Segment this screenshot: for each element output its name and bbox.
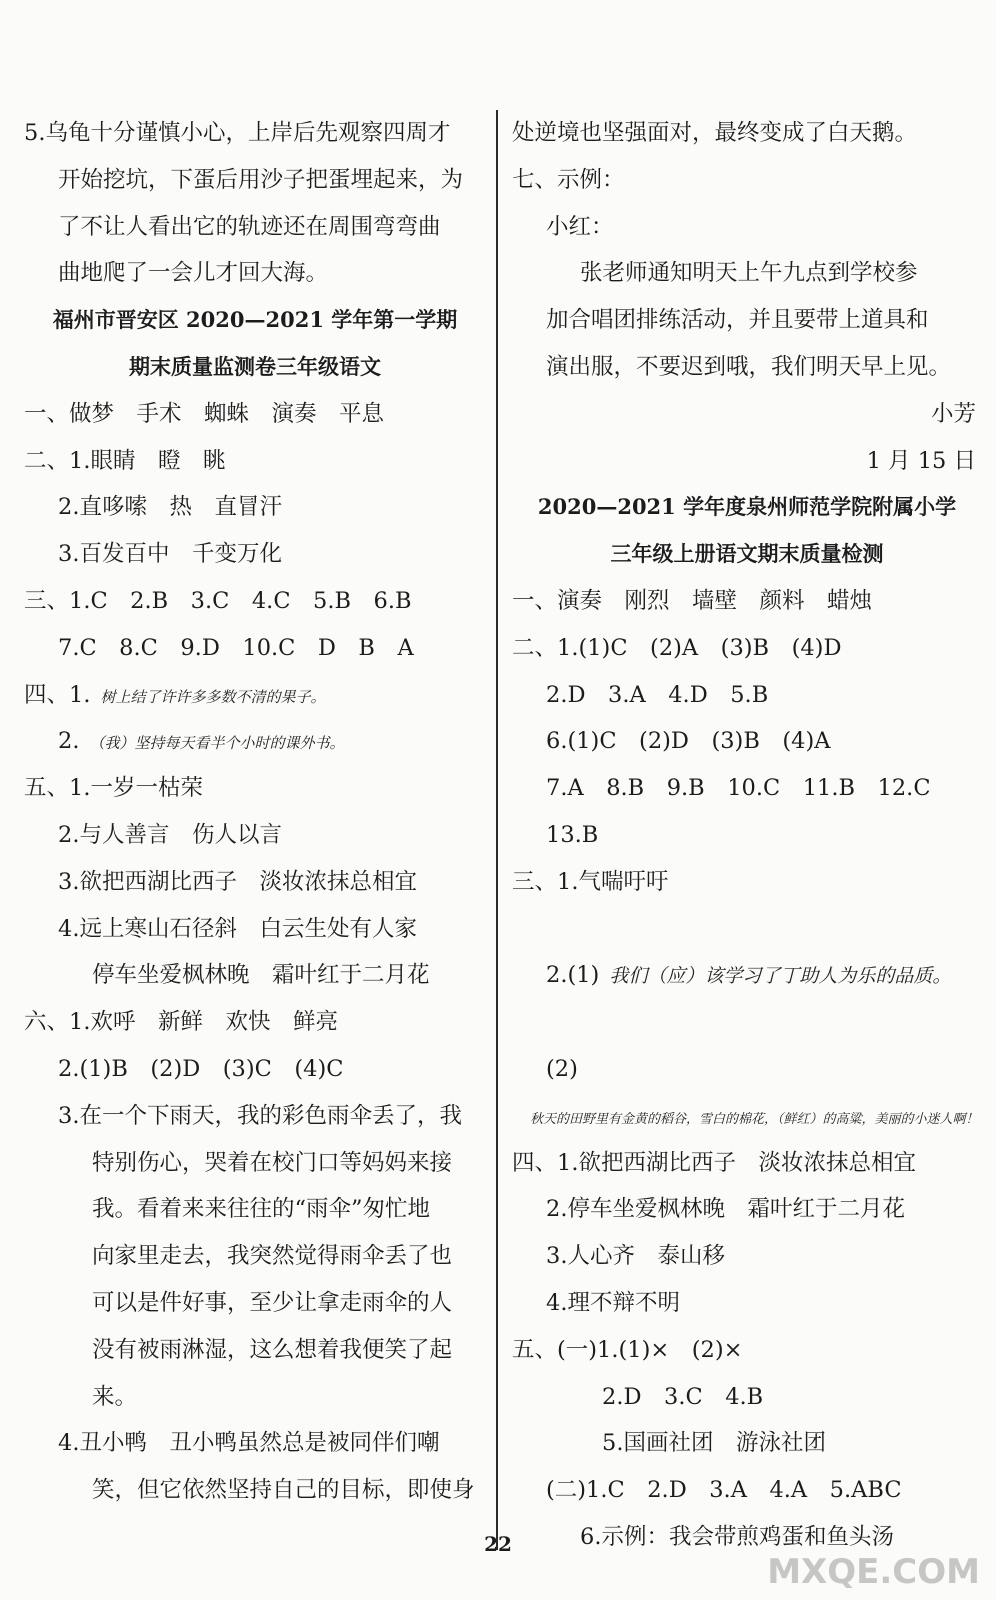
line-text: 三年级上册语文期末质量检测 bbox=[610, 541, 884, 567]
line-text: 3.百发百中 千变万化 bbox=[58, 541, 282, 568]
right-line bbox=[512, 531, 982, 578]
left-line bbox=[24, 250, 486, 297]
left-line bbox=[24, 999, 486, 1046]
left-line bbox=[24, 1327, 486, 1374]
line-text: 2.D 3.A 4.D 5.B bbox=[546, 681, 769, 708]
line-text: 加合唱团排练活动，并且要带上道具和 bbox=[546, 307, 929, 334]
line-text: 张老师通知明天上午九点到学校参 bbox=[580, 260, 918, 287]
left-line bbox=[24, 812, 486, 859]
line-text: 1 月 15 日 bbox=[866, 447, 976, 474]
left-line bbox=[24, 578, 486, 625]
right-line bbox=[512, 1233, 982, 1280]
line-text: 我。看着来来往往的“雨伞”匆忙地 bbox=[92, 1196, 431, 1223]
line-text: 5.乌龟十分谨慎小心，上岸后先观察四周才 bbox=[24, 120, 451, 146]
line-text: 2020—2021 学年度泉州师范学院附属小学 bbox=[537, 494, 957, 520]
left-line bbox=[24, 344, 486, 391]
line-text: 一、做梦 手术 蜘蛛 演奏 平息 bbox=[24, 400, 385, 427]
right-line bbox=[512, 250, 982, 297]
line-text: 处逆境也坚强面对，最终变成了白天鹅。 bbox=[512, 120, 918, 146]
left-line bbox=[24, 484, 486, 531]
right-column bbox=[512, 110, 982, 1561]
line-text: 4.理不辩不明 bbox=[546, 1289, 680, 1316]
right-line bbox=[512, 1046, 982, 1093]
left-line bbox=[24, 1280, 486, 1327]
left-line bbox=[24, 765, 486, 812]
line-text: 福州市晋安区 2020—2021 学年第一学期 bbox=[52, 307, 458, 333]
line-text: 6.示例：我会带煎鸡蛋和鱼头汤 bbox=[580, 1523, 894, 1550]
line-text: 2. bbox=[58, 728, 80, 755]
right-line bbox=[512, 906, 982, 953]
left-line bbox=[24, 1093, 486, 1140]
right-line bbox=[512, 204, 982, 251]
right-line bbox=[512, 1467, 982, 1514]
line-text: 3.欲把西湖比西子 淡妆浓抹总相宜 bbox=[58, 868, 417, 895]
line-text: 5.国画社团 游泳社团 bbox=[602, 1430, 826, 1457]
right-line bbox=[512, 952, 982, 999]
line-text: 开始挖坑，下蛋后用沙子把蛋埋起来，为 bbox=[58, 166, 464, 193]
line-text: 五、(一)1.(1)× (2)× bbox=[512, 1336, 743, 1363]
watermark: MXQE.COM bbox=[767, 1552, 980, 1592]
right-line bbox=[512, 999, 982, 1046]
right-line bbox=[512, 1186, 982, 1233]
line-text: 七、示例： bbox=[512, 166, 625, 193]
line-text: 2.(1) bbox=[546, 962, 600, 989]
line-text: 二、1.眼睛 瞪 眺 bbox=[24, 447, 226, 474]
left-line bbox=[24, 110, 486, 157]
left-line bbox=[24, 672, 486, 719]
line-text: 3.在一个下雨天，我的彩色雨伞丢了，我 bbox=[58, 1102, 462, 1129]
left-line bbox=[24, 438, 486, 485]
left-line bbox=[24, 157, 486, 204]
right-line bbox=[512, 1093, 982, 1140]
left-line bbox=[24, 718, 486, 765]
column-divider bbox=[496, 110, 498, 1550]
left-line bbox=[24, 952, 486, 999]
handwritten-answer: 树上结了许许多多数不清的果子。 bbox=[100, 687, 326, 706]
line-text: 小红： bbox=[546, 213, 614, 240]
line-text: 7.A 8.B 9.B 10.C 11.B 12.C bbox=[546, 775, 931, 802]
right-line bbox=[512, 812, 982, 859]
left-line bbox=[24, 1140, 486, 1187]
line-text: 2.停车坐爱枫林晚 霜叶红于二月花 bbox=[546, 1196, 905, 1223]
right-line bbox=[512, 718, 982, 765]
line-text: 停车坐爱枫林晚 霜叶红于二月花 bbox=[92, 962, 430, 989]
right-line bbox=[512, 1140, 982, 1187]
line-text: 六、1.欢呼 新鲜 欢快 鲜亮 bbox=[24, 1009, 338, 1036]
right-line bbox=[512, 391, 982, 438]
right-line bbox=[512, 438, 982, 485]
left-line bbox=[24, 1467, 486, 1514]
line-text: (二)1.C 2.D 3.A 4.A 5.ABC bbox=[546, 1477, 902, 1504]
line-text: 2.(1)B (2)D (3)C (4)C bbox=[58, 1055, 344, 1082]
line-text: 2.直哆嗦 热 直冒汗 bbox=[58, 494, 282, 521]
line-text: 向家里走去，我突然觉得雨伞丢了也 bbox=[92, 1243, 453, 1270]
line-text: 可以是件好事，至少让拿走雨伞的人 bbox=[92, 1289, 453, 1316]
line-text: 13.B bbox=[546, 821, 599, 848]
right-line bbox=[512, 578, 982, 625]
right-line bbox=[512, 1280, 982, 1327]
line-text: 来。 bbox=[92, 1383, 138, 1410]
left-line bbox=[24, 906, 486, 953]
line-text: 三、1.C 2.B 3.C 4.C 5.B 6.B bbox=[24, 587, 412, 614]
line-text: 小芳 bbox=[930, 400, 976, 427]
line-text: 三、1.气喘吁吁 bbox=[512, 868, 669, 895]
left-line bbox=[24, 204, 486, 251]
line-text: 4.丑小鸭 丑小鸭虽然总是被同伴们嘲 bbox=[58, 1430, 440, 1457]
line-text: 2.与人善言 伤人以言 bbox=[58, 821, 282, 848]
right-line bbox=[512, 484, 982, 531]
line-text: 一、演奏 刚烈 墙壁 颜料 蜡烛 bbox=[512, 587, 873, 614]
right-line bbox=[512, 672, 982, 719]
left-line bbox=[24, 391, 486, 438]
left-line bbox=[24, 625, 486, 672]
line-text: 4.远上寒山石径斜 白云生处有人家 bbox=[58, 915, 417, 942]
handwritten-answer: （我）坚持每天看半个小时的课外书。 bbox=[89, 734, 345, 753]
page-number: 22 bbox=[484, 1532, 512, 1556]
right-line bbox=[512, 1420, 982, 1467]
right-line bbox=[512, 344, 982, 391]
line-text: 五、1.一岁一枯荣 bbox=[24, 775, 203, 802]
right-line bbox=[512, 625, 982, 672]
line-text: 笑，但它依然坚持自己的目标，即使身 bbox=[92, 1477, 475, 1504]
right-line bbox=[512, 157, 982, 204]
line-text: 2.D 3.C 4.B bbox=[602, 1383, 764, 1410]
line-text: 没有被雨淋湿，这么想着我便笑了起 bbox=[92, 1336, 453, 1363]
left-line bbox=[24, 531, 486, 578]
line-text: 曲地爬了一会儿才回大海。 bbox=[58, 260, 329, 287]
line-text: 二、1.(1)C (2)A (3)B (4)D bbox=[512, 634, 842, 661]
handwritten-answer: 秋天的田野里有金黄的稻谷，雪白的棉花，（鲜红）的高粱，美丽的小迷人啊！ bbox=[530, 1111, 979, 1127]
left-column bbox=[24, 110, 486, 1514]
right-line bbox=[512, 859, 982, 906]
line-text: 特别伤心，哭着在校门口等妈妈来接 bbox=[92, 1149, 453, 1176]
left-line bbox=[24, 1186, 486, 1233]
line-text: (2) bbox=[546, 1055, 578, 1082]
right-line bbox=[512, 1374, 982, 1421]
line-text: 6.(1)C (2)D (3)B (4)A bbox=[546, 728, 831, 755]
line-text: 了不让人看出它的轨迹还在周围弯弯曲 bbox=[58, 213, 441, 240]
right-line bbox=[512, 110, 982, 157]
line-text: 演出服，不要迟到哦，我们明天早上见。 bbox=[546, 353, 952, 380]
left-line bbox=[24, 1374, 486, 1421]
line-text: 四、1.欲把西湖比西子 淡妆浓抹总相宜 bbox=[512, 1149, 916, 1176]
left-line bbox=[24, 297, 486, 344]
left-line bbox=[24, 859, 486, 906]
right-line bbox=[512, 1327, 982, 1374]
left-line bbox=[24, 1233, 486, 1280]
line-text: 3.人心齐 泰山移 bbox=[546, 1243, 725, 1270]
handwritten-answer: 我们（应）该学习了丁助人为乐的品质。 bbox=[609, 965, 952, 988]
right-line bbox=[512, 297, 982, 344]
line-text: 期末质量监测卷三年级语文 bbox=[129, 353, 381, 379]
line-text: 7.C 8.C 9.D 10.C D B A bbox=[58, 634, 414, 661]
left-line bbox=[24, 1046, 486, 1093]
right-line bbox=[512, 765, 982, 812]
line-text: 四、1. bbox=[24, 681, 91, 708]
left-line bbox=[24, 1420, 486, 1467]
